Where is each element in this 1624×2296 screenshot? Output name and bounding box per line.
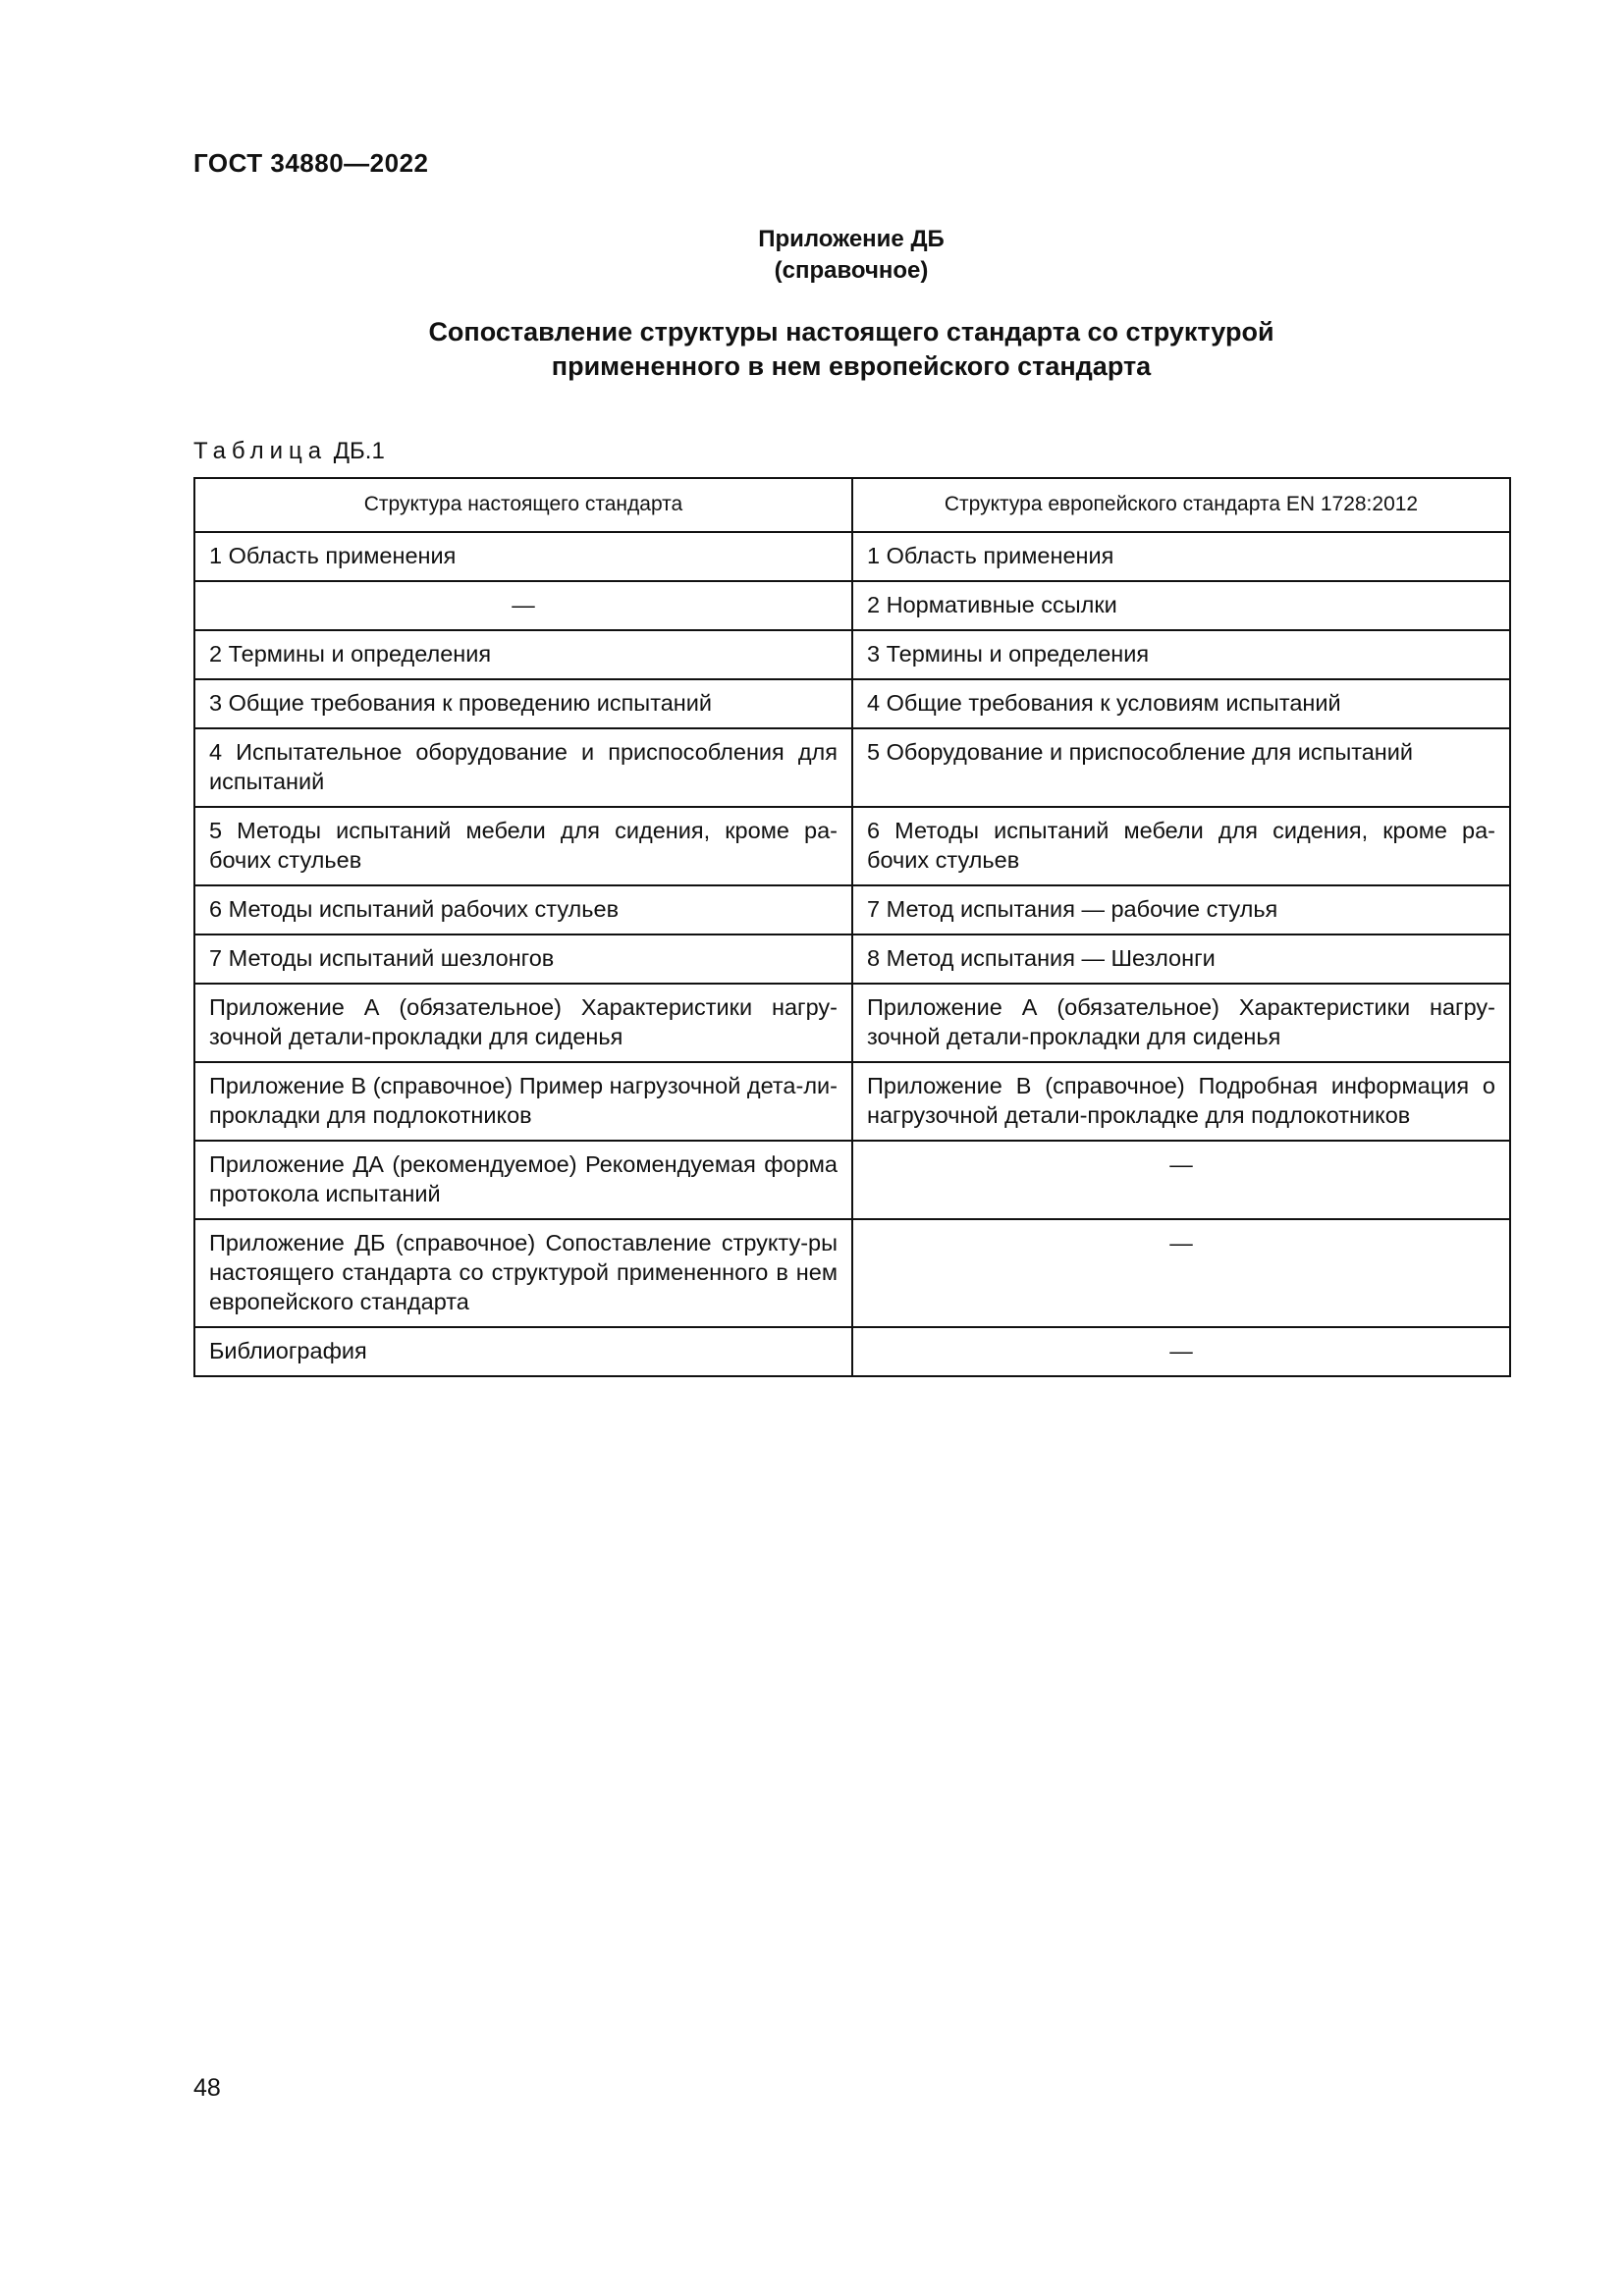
cell-this-standard: 6 Методы испытаний рабочих стульев bbox=[194, 885, 852, 934]
table-row bbox=[194, 1219, 1510, 1327]
table-row bbox=[194, 1062, 1510, 1141]
cell-this-standard: Приложение ДА (рекомендуемое) Рекомендуемая форма протокола испытаний bbox=[194, 1141, 852, 1219]
annex-title: Приложение ДБ bbox=[758, 226, 945, 252]
cell-european-standard: 5 Оборудование и приспособление для испытаний bbox=[852, 728, 1510, 807]
table-row bbox=[194, 1327, 1510, 1376]
cell-this-standard: Приложение А (обязательное) Характеристики нагру-зочной детали-прокладки для сиденья bbox=[194, 984, 852, 1062]
cell-european-standard: 8 Метод испытания — Шезлонги bbox=[852, 934, 1510, 984]
cell-european-standard: 7 Метод испытания — рабочие стулья bbox=[852, 885, 1510, 934]
section-title bbox=[0, 315, 1624, 384]
table-row bbox=[194, 728, 1510, 807]
table-row bbox=[194, 984, 1510, 1062]
table-row bbox=[194, 532, 1510, 581]
column-header-this-standard: Структура настоящего стандарта bbox=[194, 478, 852, 532]
cell-this-standard: 1 Область применения bbox=[194, 532, 852, 581]
cell-european-standard: — bbox=[852, 1141, 1510, 1219]
page-number: 48 bbox=[193, 2074, 221, 2102]
cell-european-standard: Приложение В (справочное) Подробная информация о нагрузочной детали-прокладке для подлокотников bbox=[852, 1062, 1510, 1141]
cell-european-standard: — bbox=[852, 1219, 1510, 1327]
cell-this-standard: 2 Термины и определения bbox=[194, 630, 852, 679]
table-row bbox=[194, 934, 1510, 984]
annex-status: (справочное) bbox=[774, 257, 929, 284]
cell-this-standard: 7 Методы испытаний шезлонгов bbox=[194, 934, 852, 984]
section-title-line-1: Сопоставление структуры настоящего стандарта со структурой bbox=[428, 317, 1274, 347]
table-row bbox=[194, 885, 1510, 934]
cell-this-standard: 3 Общие требования к проведению испытаний bbox=[194, 679, 852, 728]
annex-heading bbox=[0, 224, 1624, 287]
cell-this-standard: 5 Методы испытаний мебели для сидения, кроме ра-бочих стульев bbox=[194, 807, 852, 885]
table-caption-word: Таблица bbox=[193, 438, 328, 464]
cell-european-standard: 4 Общие требования к условиям испытаний bbox=[852, 679, 1510, 728]
structure-comparison-table bbox=[193, 477, 1511, 1377]
section-title-line-2: примененного в нем европейского стандарта bbox=[551, 351, 1152, 381]
cell-european-standard: 2 Нормативные ссылки bbox=[852, 581, 1510, 630]
cell-this-standard: Библиография bbox=[194, 1327, 852, 1376]
table-row bbox=[194, 1141, 1510, 1219]
cell-european-standard: 3 Термины и определения bbox=[852, 630, 1510, 679]
cell-european-standard: — bbox=[852, 1327, 1510, 1376]
cell-this-standard: Приложение В (справочное) Пример нагрузочной дета-ли-прокладки для подлокотников bbox=[194, 1062, 852, 1141]
table-header-row bbox=[194, 478, 1510, 532]
cell-european-standard: 1 Область применения bbox=[852, 532, 1510, 581]
cell-this-standard: 4 Испытательное оборудование и приспособления для испытаний bbox=[194, 728, 852, 807]
table-row bbox=[194, 679, 1510, 728]
table-row bbox=[194, 807, 1510, 885]
cell-this-standard: Приложение ДБ (справочное) Сопоставление структу-ры настоящего стандарта со структурой примененного в нем европейского стандарта bbox=[194, 1219, 852, 1327]
column-header-european-standard: Структура европейского стандарта EN 1728:2012 bbox=[852, 478, 1510, 532]
cell-european-standard: Приложение А (обязательное) Характеристики нагру-зочной детали-прокладки для сиденья bbox=[852, 984, 1510, 1062]
cell-this-standard: — bbox=[194, 581, 852, 630]
document-code: ГОСТ 34880—2022 bbox=[193, 148, 429, 178]
table-row bbox=[194, 630, 1510, 679]
table-caption-number: ДБ.1 bbox=[333, 438, 385, 464]
table-body bbox=[194, 532, 1510, 1376]
table-caption bbox=[193, 438, 385, 465]
cell-european-standard: 6 Методы испытаний мебели для сидения, кроме ра-бочих стульев bbox=[852, 807, 1510, 885]
table-row bbox=[194, 581, 1510, 630]
